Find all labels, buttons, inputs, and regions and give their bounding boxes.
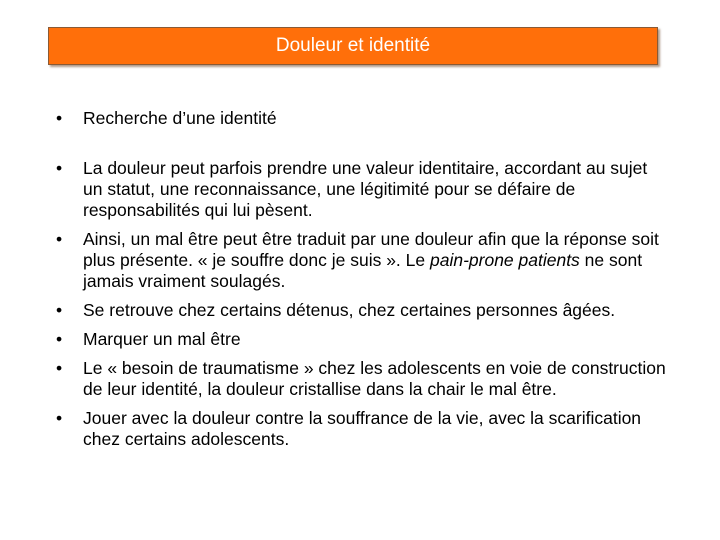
bullet-item-4 [56,329,666,350]
bullet-text: La douleur peut parfois prendre une valeur identitaire, accordant au sujet un statut, une reconnaissance, une légitimité pour se défaire de responsabilités qui lui pèsent. [83,158,648,220]
italic-term: pain-prone patients [429,250,580,270]
bullet-text: Marquer un mal être [83,329,241,349]
bullet-marker: • [56,229,63,249]
bullet-text [83,229,659,291]
bullet-marker: • [56,358,63,378]
bullet-heading [56,108,666,129]
slide-title: Douleur et identité [275,35,431,56]
slide-title-bar [48,27,658,65]
bullet-item-2 [56,229,666,292]
bullet-marker: • [56,108,63,128]
bullet-item-3 [56,300,666,321]
slide-content [56,108,666,450]
bullet-marker: • [56,158,63,178]
bullet-item-6 [56,408,666,450]
bullet-item-1 [56,158,666,221]
bullet-marker: • [56,300,63,320]
bullet-text-part-1: Ainsi, un mal être peut être traduit par une douleur afin que la réponse soit plus présente. « je souffre donc je suis ». Le [83,229,659,270]
bullet-text: Se retrouve chez certains détenus, chez certaines personnes âgées. [83,300,616,320]
bullet-marker: • [56,408,63,428]
bullet-text: Jouer avec la douleur contre la souffrance de la vie, avec la scarification chez certains adolescents. [83,408,642,449]
bullet-item-5 [56,358,666,400]
bullet-marker: • [56,329,63,349]
bullet-text: Le « besoin de traumatisme » chez les adolescents en voie de construction de leur identité, la douleur cristallise dans la chair le mal être. [83,358,666,399]
heading-text: Recherche d’une identité [83,108,277,128]
bullet-text-part-2: ne sont jamais vraiment soulagés. [83,250,643,291]
